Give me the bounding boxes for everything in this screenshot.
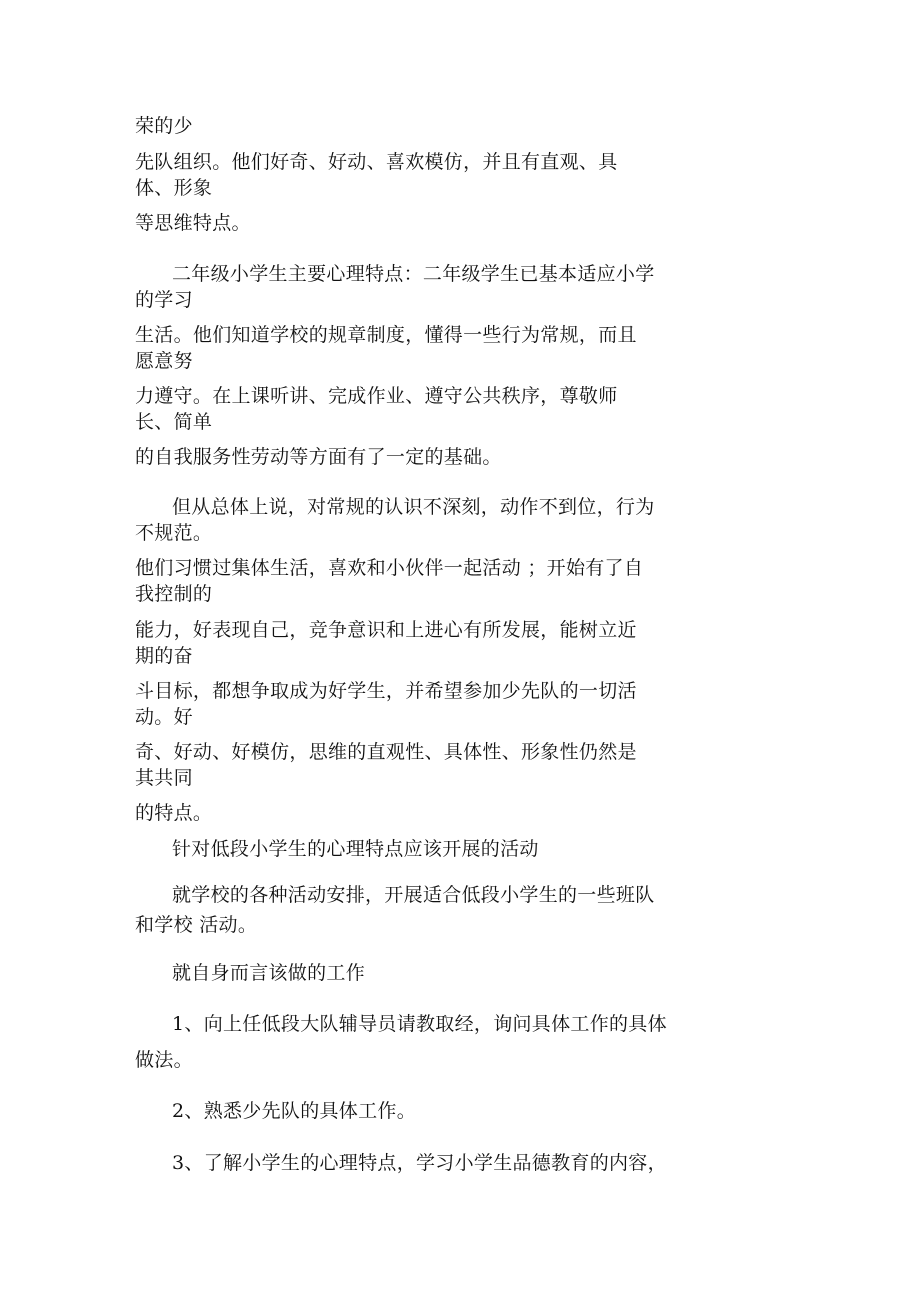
text-line: 奇、好动、好模仿，思维的直观性、具体性、形象性仍然是 (135, 741, 637, 763)
text-line: 力遵守。在上课听讲、完成作业、遵守公共秩序，尊敬师 (135, 385, 618, 407)
text-line: 不规范。 (135, 522, 213, 544)
text-line: 的自我服务性劳动等方面有了一定的基础。 (135, 446, 502, 468)
list-item: 1、向上任低段大队辅导员请教取经，询问具体工作的具体 (172, 1013, 667, 1035)
text-line: 体、形象 (135, 177, 213, 199)
text-line: 二年级小学生主要心理特点：二年级学生已基本适应小学 (172, 263, 655, 285)
section-heading: 就自身而言该做的工作 (172, 962, 366, 984)
text-line: 能力，好表现自己，竞争意识和上进心有所发展，能树立近 (135, 619, 637, 641)
text-line: 等思维特点。 (135, 212, 251, 234)
text-line: 的特点。 (135, 802, 213, 824)
text-line: 愿意努 (135, 350, 193, 372)
text-line: 就学校的各种活动安排，开展适合低段小学生的一些班队 (172, 884, 655, 906)
text-line: 做法。 (135, 1049, 193, 1071)
text-line: 长、简单 (135, 411, 213, 433)
section-heading: 针对低段小学生的心理特点应该开展的活动 (172, 838, 539, 860)
list-item: 3、了解小学生的心理特点，学习小学生品德教育的内容， (172, 1152, 667, 1174)
text-line: 期的奋 (135, 645, 193, 667)
text-line: 先队组织。他们好奇、好动、喜欢模仿，并且有直观、具 (135, 151, 618, 173)
text-line: 动。好 (135, 706, 193, 728)
text-line: 斗目标，都想争取成为好学生，并希望参加少先队的一切活 (135, 680, 637, 702)
text-line: 荣的少 (135, 115, 193, 137)
text-line: 和学校 活动。 (135, 914, 258, 936)
text-line: 但从总体上说，对常规的认识不深刻，动作不到位，行为 (172, 496, 655, 518)
text-line: 我控制的 (135, 583, 213, 605)
text-line: 生活。他们知道学校的规章制度，懂得一些行为常规，而且 (135, 324, 637, 346)
text-line: 的学习 (135, 289, 193, 311)
text-line: 其共同 (135, 767, 193, 789)
text-line: 他们习惯过集体生活，喜欢和小伙伴一起活动 ；开始有了自 (135, 557, 644, 579)
list-item: 2、熟悉少先队的具体工作。 (172, 1100, 416, 1122)
